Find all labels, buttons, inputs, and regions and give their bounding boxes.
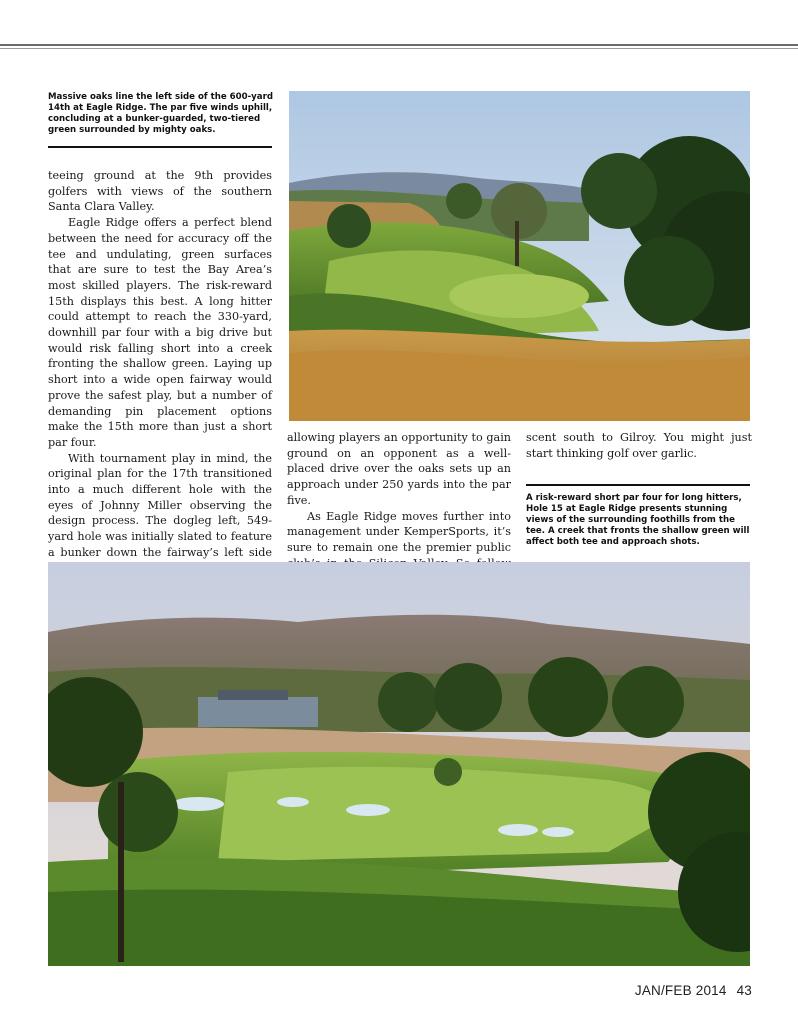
article-paragraph: scent south to Gilroy. You might just start thinking golf over garlic. <box>526 431 752 460</box>
caption-divider <box>526 484 750 486</box>
article-paragraph: allowing players an opportunity to gain ground on an opponent as a well-placed drive over the oaks sets up an approach under 250 yards into the par five. <box>287 431 511 507</box>
article-paragraph: As Eagle Ridge moves further into management under KemperSports, it’s sure to remain one the premier public <box>287 509 511 554</box>
photo-hole-15 <box>48 562 750 966</box>
article-paragraph: With tournament play in mind, the original plan for the 17th transitioned into a much different hole with the eyes of Johnny Miller observing the design process. The dogleg left, 549-yard hole was initially slated to feature a bunker down the fairway’s left side <box>48 451 272 559</box>
article-column-3 <box>526 430 752 461</box>
page-footer <box>635 983 752 998</box>
issue-date: JAN/FEB 2014 <box>634 983 727 998</box>
caption-divider <box>48 146 272 148</box>
photo-caption-top: Massive oaks line the left side of the 600-yard 14th at Eagle Ridge. The par five winds uphill, concluding at a bunker-guarded, two-tiered green surrounded by mighty oaks. <box>48 92 273 135</box>
article-paragraph: teeing ground at the 9th provides golfers with views of the southern Santa Clara Valley. <box>48 169 272 214</box>
header-rule-thin <box>0 48 798 49</box>
article-paragraph: Eagle Ridge offers a perfect blend between the need for accuracy off the tee and undulating, green surfaces that are sure to test the Bay Area’s most skilled players. The risk-reward 15th displays this best. A long hitter could attempt to reach the 330-yard, downhill par four with a big drive but would risk falling short into a creek fronting the shallow green. Laying up short into a wide open fairway would prove the safest play, but a number of demanding pin placement options make the 15th more than just a short par four. <box>48 216 272 449</box>
header-rule <box>0 44 798 46</box>
photo-caption-hole-15: A risk-reward short par four for long hitters, Hole 15 at Eagle Ridge presents stunning views of the surrounding foothills from the tee. A creek that fronts the shallow green will affect both tee and approach shots. <box>526 493 750 547</box>
article-column-1 <box>48 168 272 608</box>
page-number: 43 <box>736 983 752 998</box>
photo-hole-14 <box>289 91 750 421</box>
